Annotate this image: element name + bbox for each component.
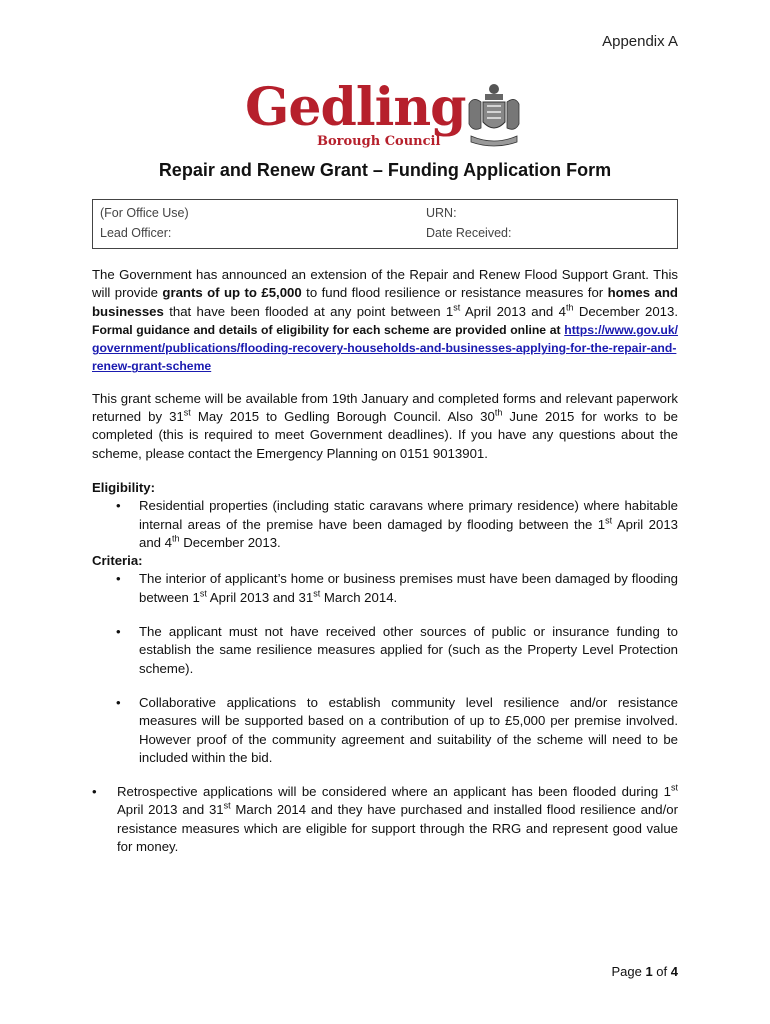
lead-officer-label: Lead Officer: <box>100 226 172 240</box>
intro-text: The Government has announced an extension of the Repair and Renew Flood Support Grant. This will provide <box>92 267 678 301</box>
eligibility-list <box>92 497 678 552</box>
page-number <box>611 964 678 979</box>
appendix-label: Appendix A <box>602 33 678 50</box>
availability-text: May 2015 to Gedling Borough Council. Also 30 <box>190 409 495 425</box>
homes-businesses: homes and businesses <box>92 285 678 319</box>
list-item <box>92 570 678 607</box>
logo-wordmark: Gedling <box>245 77 466 138</box>
intro-paragraph <box>92 266 678 376</box>
intro-text: April 2013 and 4 <box>460 303 566 319</box>
availability-text: This grant scheme will be available from 19th January and completed forms and relevant paperwork returned by 31 <box>92 390 678 425</box>
ordinal-suffix: st <box>313 588 321 599</box>
availability-paragraph <box>92 390 678 463</box>
ordinal-suffix: th <box>172 533 180 544</box>
eligibility-text: December 2013. <box>179 534 281 550</box>
intro-text: December 2013. <box>573 303 678 319</box>
eligibility-text: Residential properties (including static caravans where primary residence) where habitable internal areas of the premise have been damaged by flooding between the 1 <box>139 498 678 532</box>
retrospective-list <box>92 783 678 856</box>
form-body <box>92 266 678 856</box>
urn-label: URN: <box>426 206 457 220</box>
criteria-text: The interior of applicant’s home or business premises must have been damaged by flooding between 1 <box>139 571 678 605</box>
criteria-heading: Criteria: <box>92 553 143 569</box>
eligibility-text: April 2013 and 4 <box>139 516 678 550</box>
total-pages: 4 <box>670 964 678 979</box>
list-item <box>92 497 678 552</box>
coat-of-arms-icon <box>463 82 525 148</box>
bullet-icon: • <box>92 784 97 800</box>
eligibility-heading: Eligibility: <box>92 479 156 495</box>
ordinal-suffix: st <box>223 801 231 812</box>
page-word: Page <box>611 964 646 979</box>
list-item <box>92 623 678 678</box>
availability-text: June 2015 for works to be completed (this is required to meet Government deadlines). If you have any questions about the scheme, please contact the Emergency Planning on 0151 9013901. <box>92 409 678 461</box>
logo-subtitle: Borough Council <box>317 134 441 149</box>
ordinal-suffix: st <box>670 782 678 793</box>
criteria-text: Collaborative applications to establish community level resilience and/or resistance measures will be supported based on a contribution of up to £5,000 per premise involved. However proof of the community agreement and suitability of the scheme will need to be included within the bid. <box>139 694 678 765</box>
retrospective-text: April 2013 and 31 <box>117 802 224 818</box>
bullet-icon: • <box>116 694 121 710</box>
criteria-text: March 2014. <box>320 589 398 605</box>
ordinal-suffix: st <box>605 515 613 526</box>
office-use-box <box>92 199 678 249</box>
intro-text: to fund flood resilience or resistance measures for <box>301 285 608 301</box>
criteria-text: The applicant must not have received other sources of public or insurance funding to establish the same resilience measures applied for (such as the Property Level Protection scheme). <box>139 624 678 676</box>
ordinal-suffix: st <box>453 302 461 313</box>
council-logo <box>245 77 545 150</box>
ordinal-suffix: th <box>565 302 574 313</box>
ordinal-suffix: st <box>199 588 207 599</box>
form-title: Repair and Renew Grant – Funding Application Form <box>158 160 612 180</box>
criteria-list <box>92 570 678 767</box>
date-received-label: Date Received: <box>426 226 512 240</box>
intro-text: that have been flooded at any point between 1 <box>163 303 454 319</box>
guidance-text: Formal guidance and details of eligibility for each scheme are provided online at <box>92 322 565 337</box>
retrospective-text: March 2014 and they have purchased and installed flood resilience and/or resistance measures which are eligible for support through the RRG and represent good value for money. <box>117 802 678 855</box>
of-word: of <box>652 964 671 979</box>
list-item <box>92 694 678 767</box>
ordinal-suffix: th <box>494 407 503 418</box>
ordinal-suffix: st <box>183 407 191 418</box>
bullet-icon: • <box>116 571 121 587</box>
grant-amount: grants of up to £5,000 <box>162 285 302 301</box>
criteria-text: April 2013 and 31 <box>206 589 314 605</box>
list-item <box>92 783 678 856</box>
guidance-link[interactable]: https://www.gov.uk/government/publications/flooding-recovery-households-and-businesses-applying-for-the-repair-and-renew-grant-scheme <box>92 322 678 374</box>
bullet-icon: • <box>116 498 121 514</box>
bullet-icon: • <box>116 624 121 640</box>
retrospective-text: Retrospective applications will be considered where an applicant has been flooded during 1 <box>117 784 671 800</box>
office-use-label: (For Office Use) <box>100 206 189 220</box>
current-page: 1 <box>645 964 653 979</box>
